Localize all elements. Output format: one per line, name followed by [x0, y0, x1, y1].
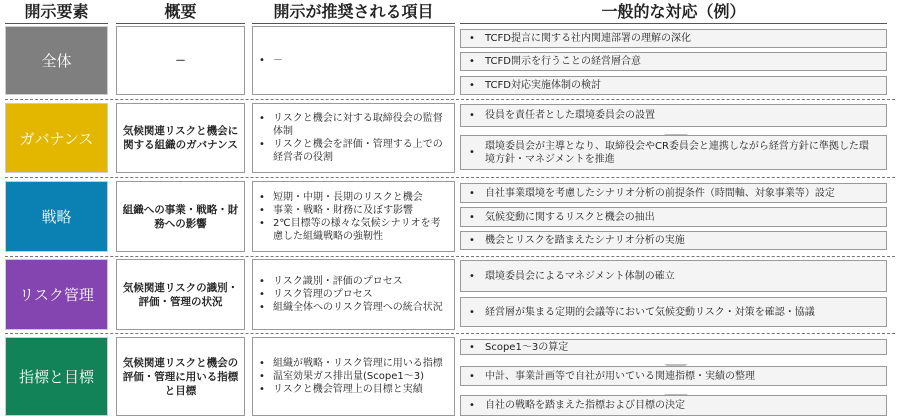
- category-label: 指標と目標: [18, 368, 94, 386]
- recommended-item: • 2℃目標等の様々な気候シナリオを考慮した組織戦略の強靭性: [259, 217, 448, 243]
- bullet: •: [469, 211, 475, 223]
- recommended-item: • 組織全体へのリスク管理への統合状況: [259, 301, 443, 314]
- action-text: 自社事業環境を考慮したシナリオ分析の前提条件（時間軸、対象事業等）設定: [485, 187, 835, 199]
- bullet: •: [469, 400, 475, 411]
- down-arrow-icon: [664, 387, 688, 395]
- bullet: •: [469, 56, 475, 67]
- category-label: 全体: [41, 52, 72, 70]
- bullet: •: [469, 187, 475, 199]
- category-label: リスク管理: [19, 286, 94, 304]
- action-text: 環境委員会によるマネジメント体制の確立: [485, 270, 675, 282]
- bullet: •: [469, 33, 475, 44]
- recommended-cell: [252, 337, 455, 416]
- category-cell: [5, 337, 108, 416]
- summary-cell: [116, 337, 245, 416]
- recommended-cell: [252, 259, 455, 330]
- action-box: [460, 183, 887, 203]
- category-label: ガバナンス: [19, 129, 94, 148]
- recommended-item: • リスク識別・評価のプロセス: [259, 275, 443, 288]
- header-response: 一般的な対応（例）: [460, 2, 887, 24]
- recommended-item: • リスク管理のプロセス: [259, 288, 443, 301]
- summary-cell: [116, 26, 245, 95]
- action-box: [460, 76, 887, 95]
- action-text: TCFD対応実施体制の検討: [485, 80, 601, 91]
- action-text: 中計、事業計画等で自社が用いている関連指標・実績の整理: [485, 370, 755, 382]
- summary-text: 気候関連リスクと機会の評価・管理に用いる指標と目標: [122, 356, 239, 397]
- action-box: [460, 52, 887, 71]
- action-text: 機会とリスクを踏まえたシナリオ分析の実施: [485, 235, 685, 246]
- recommended-item: • 短期・中期・長期のリスクと機会: [259, 191, 448, 204]
- action-text: TCFD開示を行うことの経営層合意: [485, 56, 641, 67]
- row-divider: [5, 256, 895, 257]
- summary-text: －: [175, 54, 186, 67]
- header-element: 開示要素: [5, 2, 108, 24]
- recommended-list: [259, 112, 448, 164]
- category-cell: [5, 103, 108, 173]
- recommended-item: • －: [259, 54, 283, 67]
- header-recommended: 開示が推奨される項目: [252, 2, 455, 24]
- summary-text: 組織への事業・戦略・財務への影響: [122, 203, 239, 230]
- summary-cell: [116, 259, 245, 330]
- bullet: •: [469, 341, 475, 353]
- bullet: •: [469, 110, 475, 121]
- action-text: 自社の戦略を踏まえた指標および目標の決定: [485, 400, 685, 411]
- action-box: [460, 260, 887, 292]
- bullet: •: [469, 80, 475, 91]
- summary-cell: [116, 181, 245, 252]
- recommended-item: • 温室効果ガス排出量(Scope1～3): [259, 370, 443, 383]
- summary-text: 気候関連リスクの識別・評価・管理の状況: [122, 281, 239, 308]
- summary-cell: [116, 103, 245, 173]
- recommended-item: • リスクと機会を評価・管理する上での経営者の役割: [259, 138, 448, 164]
- category-label: 戦略: [41, 208, 72, 226]
- recommended-list: [259, 191, 448, 243]
- down-arrow-icon: [664, 357, 688, 365]
- row-divider: [5, 99, 895, 100]
- action-text: 環境委員会が主導となり、取締役会やCR委員会と連携しながら経営方針に準拠した環境方針・マネジメントを推進: [485, 140, 869, 165]
- action-box: [460, 104, 887, 127]
- recommended-list: [259, 357, 443, 396]
- recommended-item: • リスクと機会に対する取締役会の監督体制: [259, 112, 448, 138]
- bullet: •: [469, 270, 475, 282]
- category-cell: [5, 26, 108, 95]
- action-box: [460, 135, 887, 170]
- action-box: [460, 366, 887, 386]
- action-text: TCFD提言に関する社内関連部署の理解の深化: [485, 33, 691, 44]
- recommended-list: [259, 275, 443, 314]
- bullet: •: [469, 370, 475, 382]
- action-box: [460, 297, 887, 327]
- summary-text: 気候関連リスクと機会に関する組織のガバナンス: [122, 125, 239, 151]
- recommended-cell: [252, 26, 455, 95]
- bullet: •: [469, 235, 475, 246]
- category-cell: [5, 181, 108, 252]
- bullet: •: [469, 147, 475, 158]
- action-text: 経営層が集まる定期的会議等において気候変動リスク・対策を確認・協議: [485, 306, 815, 318]
- recommended-item: • リスクと機会管理上の目標と実績: [259, 383, 443, 396]
- row-divider: [5, 333, 895, 334]
- row-divider: [5, 177, 895, 178]
- action-text: 役員を責任者とした環境委員会の設置: [485, 110, 655, 121]
- recommended-item: • 組織が戦略・リスク管理に用いる指標: [259, 357, 443, 370]
- header-summary: 概要: [116, 2, 245, 24]
- action-box: [460, 395, 887, 416]
- action-box: [460, 339, 887, 355]
- recommended-cell: [252, 103, 455, 173]
- action-box: [460, 207, 887, 227]
- recommended-list: [259, 54, 283, 67]
- action-text: 気候変動に関するリスクと機会の抽出: [485, 211, 655, 223]
- recommended-cell: [252, 181, 455, 252]
- action-box: [460, 231, 887, 250]
- category-cell: [5, 259, 108, 330]
- bullet: •: [469, 306, 475, 318]
- down-arrow-icon: [664, 127, 688, 135]
- action-text: Scope1～3の算定: [485, 341, 569, 353]
- recommended-item: • 事業・戦略・財務に及ぼす影響: [259, 204, 448, 217]
